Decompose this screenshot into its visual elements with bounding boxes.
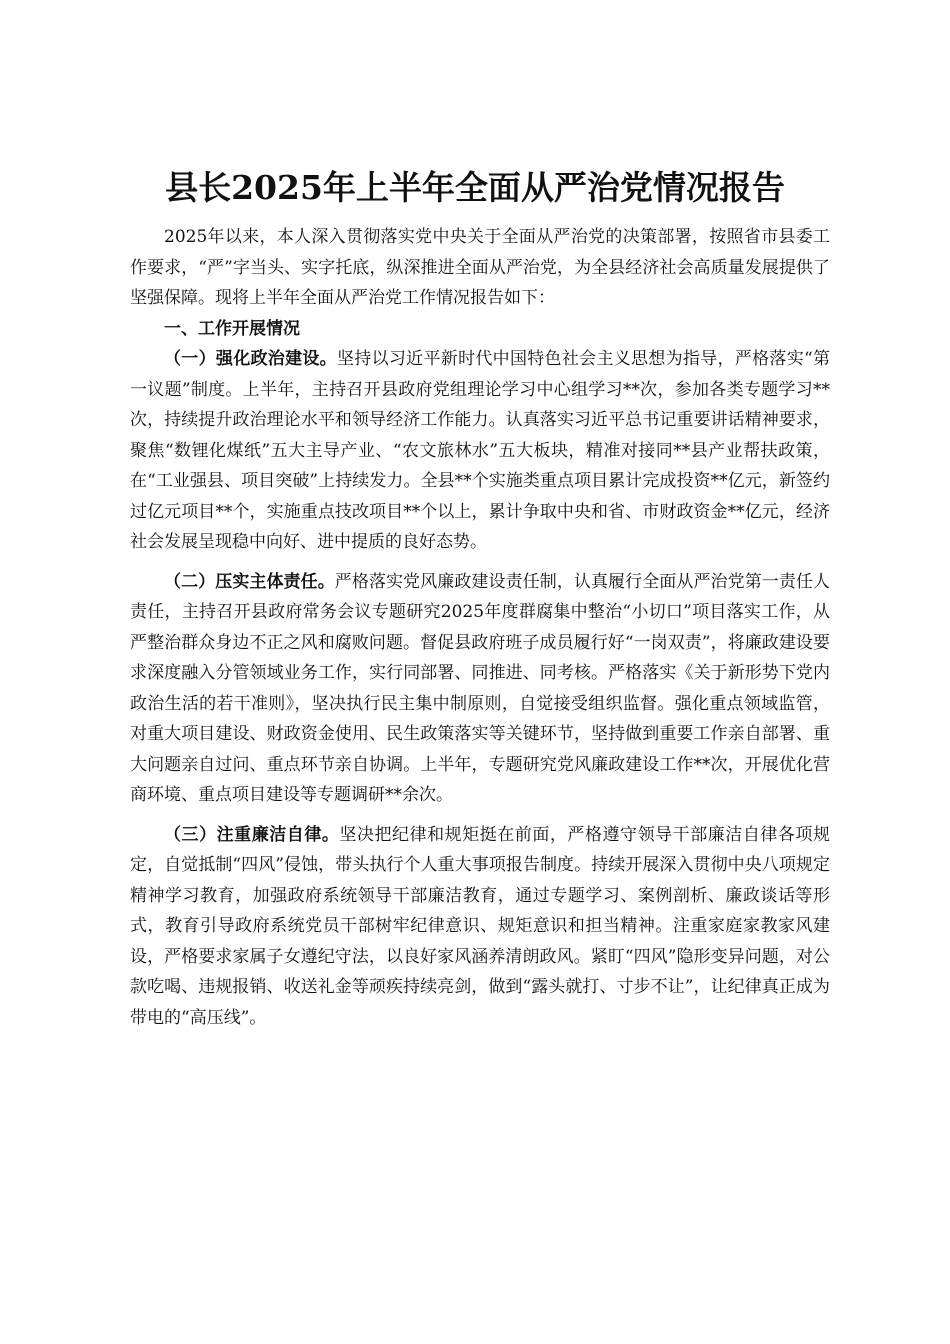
item-paragraph-3 bbox=[130, 820, 830, 1034]
document-body bbox=[130, 222, 830, 1033]
intro-paragraph: 2025年以来，本人深入贯彻落实党中央关于全面从严治党的决策部署，按照省市县委工作要求，“严”字当头、实字托底，纵深推进全面从严治党，为全县经济社会高质量发展提供了坚强保障。现将上半年全面从严治党工作情况报告如下： bbox=[130, 227, 830, 308]
item-text-3: 坚决把纪律和规矩挺在前面，严格遵守领导干部廉洁自律各项规定，自觉抵制“四风”侵蚀，带头执行个人重大事项报告制度。持续开展深入贯彻中央八项规定精神学习教育，加强政府系统领导干部廉洁教育，通过专题学习、案例剖析、廉政谈话等形式，教育引导政府系统党员干部树牢纪律意识、规矩意识和担当精神。注重家庭家教家风建设，严格要求家属子女遵纪守法，以良好家风涵养清朗政风。紧盯“四风”隐形变异问题，对公款吃喝、违规报销、收送礼金等顽疾持续亮剑，做到“露头就打、寸步不让”，让纪律真正成为带电的“高压线”。 bbox=[130, 824, 830, 1028]
item-paragraph-1 bbox=[130, 344, 830, 558]
section-heading: 一、工作开展情况 bbox=[164, 318, 300, 339]
document-title: 县长2025年上半年全面从严治党情况报告 bbox=[165, 168, 785, 207]
item-text-2: 严格落实党风廉政建设责任制，认真履行全面从严治党第一责任人责任，主持召开县政府常务会议专题研究2025年度群腐集中整治“小切口”项目落实工作，从严整治群众身边不正之风和腐败问题。督促县政府班子成员履行好“一岗双责”，将廉政建设要求深度融入分管领域业务工作，实行同部署、同推进、同考核。严格落实《关于新形势下党内政治生活的若干准则》，坚决执行民主集中制原则，自觉接受组织监督。强化重点领域监管，对重大项目建设、财政资金使用、民生政策落实等关键环节，坚持做到重要工作亲自部署、重大问题亲自过问、重点环节亲自协调。上半年，专题研究党风廉政建设工作**次，开展优化营商环境、重点项目建设等专题调研**余次。 bbox=[130, 571, 831, 805]
item-lead-2: （二）压实主体责任。 bbox=[164, 571, 335, 592]
item-lead-1: （一）强化政治建设。 bbox=[164, 349, 337, 369]
item-paragraph-2 bbox=[130, 567, 830, 811]
item-text-1: 坚持以习近平新时代中国特色社会主义思想为指导，严格落实“第一议题”制度。上半年，主持召开县政府党组理论学习中心组学习**次，参加各类专题学习**次，持续提升政治理论水平和领导经济工作能力。认真落实习近平总书记重要讲话精神要求，聚焦“数锂化煤纸”五大主导产业、“农文旅林水”五大板块，精准对接同**县产业帮扶政策，在“工业强县、项目突破”上持续发力。全县**个实施类重点项目累计完成投资**亿元，新签约过亿元项目**个，实施重点技改项目**个以上，累计争取中央和省、市财政资金**亿元，经济社会发展呈现稳中向好、进中提质的良好态势。 bbox=[130, 349, 830, 552]
item-lead-3: （三）注重廉洁自律。 bbox=[164, 824, 340, 845]
